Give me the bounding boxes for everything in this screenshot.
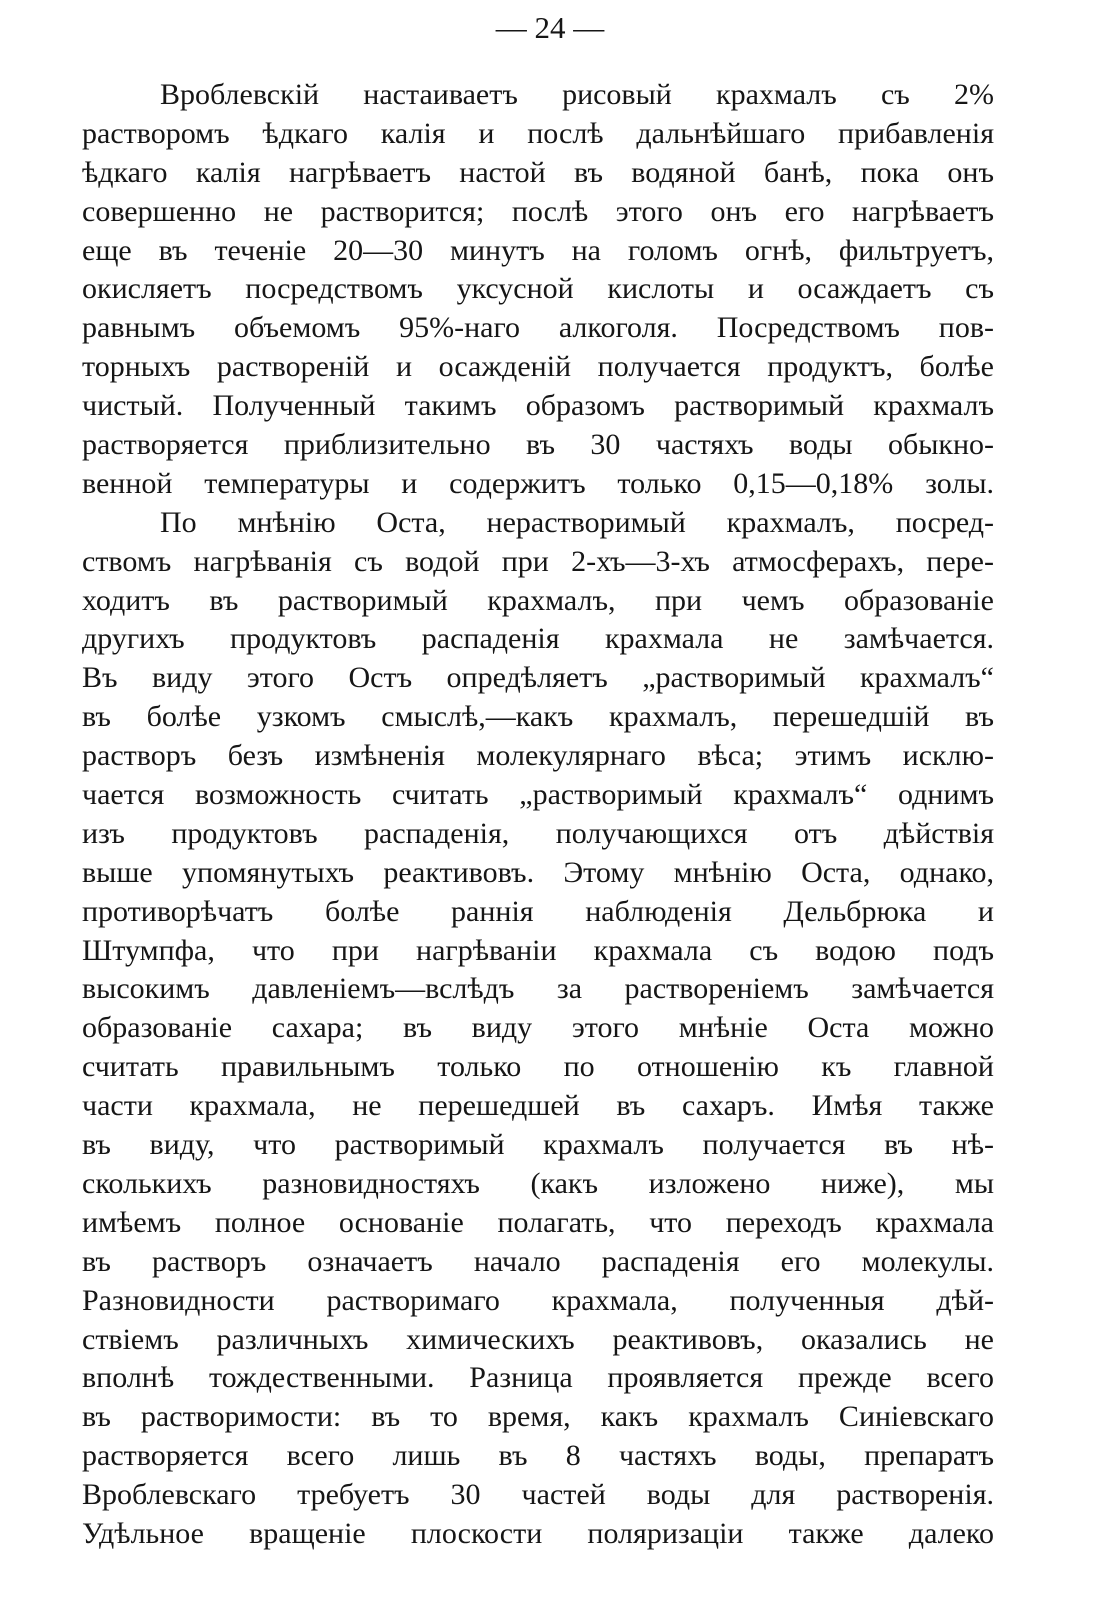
text-line: противорѣчатъ болѣе раннія наблюденія Дельбрюка и <box>82 894 994 928</box>
text-line: Штумпфа, что при нагрѣваніи крахмала съ водою подъ <box>82 933 994 967</box>
text-line: образованіе сахара; въ виду этого мнѣніе Оста можно <box>82 1011 994 1045</box>
text-line: Вроблевскаго требуетъ 30 частей воды для растворенія. <box>82 1478 994 1512</box>
text-line: совершенно не растворится; послѣ этого онъ его нагрѣваетъ <box>82 194 994 228</box>
text-line: венной температуры и содержитъ только 0,15—0,18% золы. <box>82 466 994 500</box>
text-line: считать правильнымъ только по отношенію къ главной <box>82 1050 994 1084</box>
text-line: Разновидности растворимаго крахмала, полученныя дѣй- <box>82 1283 994 1317</box>
text-line: изъ продуктовъ распаденія, получающихся отъ дѣйствія <box>82 816 994 850</box>
text-line: вполнѣ тождественными. Разница проявляется прежде всего <box>82 1361 994 1395</box>
text-line: въ растворъ означаетъ начало распаденія его молекулы. <box>82 1244 994 1278</box>
text-line: выше упомянутыхъ реактивовъ. Этому мнѣнію Оста, однако, <box>82 855 994 889</box>
text-line: По мнѣнію Оста, нерастворимый крахмалъ, посред- <box>160 505 994 539</box>
text-line: ствомъ нагрѣванія съ водой при 2-хъ—3-хъ атмосферахъ, пере- <box>82 544 994 578</box>
text-line: растворъ безъ измѣненія молекулярнаго вѣса; этимъ исклю- <box>82 739 994 773</box>
text-line: еще въ теченіе 20—30 минутъ на голомъ огнѣ, фильтруетъ, <box>82 233 994 267</box>
text-line: Удѣльное вращеніе плоскости поляризаціи также далеко <box>82 1516 994 1550</box>
text-line: сколькихъ разновидностяхъ (какъ изложено ниже), мы <box>82 1166 994 1200</box>
text-line: ствіемъ различныхъ химическихъ реактивовъ, оказались не <box>82 1322 994 1356</box>
text-line: чается возможность считать „растворимый крахмалъ“ однимъ <box>82 778 994 812</box>
text-line: чистый. Полученный такимъ образомъ растворимый крахмалъ <box>82 389 994 423</box>
text-line: равнымъ объемомъ 95%-наго алкоголя. Посредствомъ пов- <box>82 311 994 345</box>
text-line: ѣдкаго калія нагрѣваетъ настой въ водяной банѣ, пока онъ <box>82 155 994 189</box>
text-line: имѣемъ полное основаніе полагать, что переходъ крахмала <box>82 1205 994 1239</box>
text-line: растворяется приблизительно въ 30 частяхъ воды обыкно- <box>82 428 994 462</box>
text-line: ходитъ въ растворимый крахмалъ, при чемъ образованіе <box>82 583 994 617</box>
text-line: окисляетъ посредствомъ уксусной кислоты и осаждаетъ съ <box>82 272 994 306</box>
text-line: высокимъ давленіемъ—вслѣдъ за раствореніемъ замѣчается <box>82 972 994 1006</box>
text-line: растворомъ ѣдкаго калія и послѣ дальнѣйшаго прибавленія <box>82 116 994 150</box>
text-line: Въ виду этого Остъ опредѣляетъ „растворимый крахмалъ“ <box>82 661 994 695</box>
body-text <box>82 76 994 1554</box>
text-line: въ виду, что растворимый крахмалъ получается въ нѣ- <box>82 1128 994 1162</box>
text-line: въ болѣе узкомъ смыслѣ,—какъ крахмалъ, перешедшій въ <box>82 700 994 734</box>
text-line: торныхъ раствореній и осажденій получается продуктъ, болѣе <box>82 350 994 384</box>
text-line: растворяется всего лишь въ 8 частяхъ воды, препаратъ <box>82 1439 994 1473</box>
text-line: другихъ продуктовъ распаденія крахмала не замѣчается. <box>82 622 994 656</box>
text-line: части крахмала, не перешедшей въ сахаръ. Имѣя также <box>82 1089 994 1123</box>
text-line: въ растворимости: въ то время, какъ крахмалъ Синіевскаго <box>82 1400 994 1434</box>
text-line: Вроблевскій настаиваетъ рисовый крахмалъ съ 2% <box>160 78 994 111</box>
page-number: — 24 — <box>495 10 605 45</box>
